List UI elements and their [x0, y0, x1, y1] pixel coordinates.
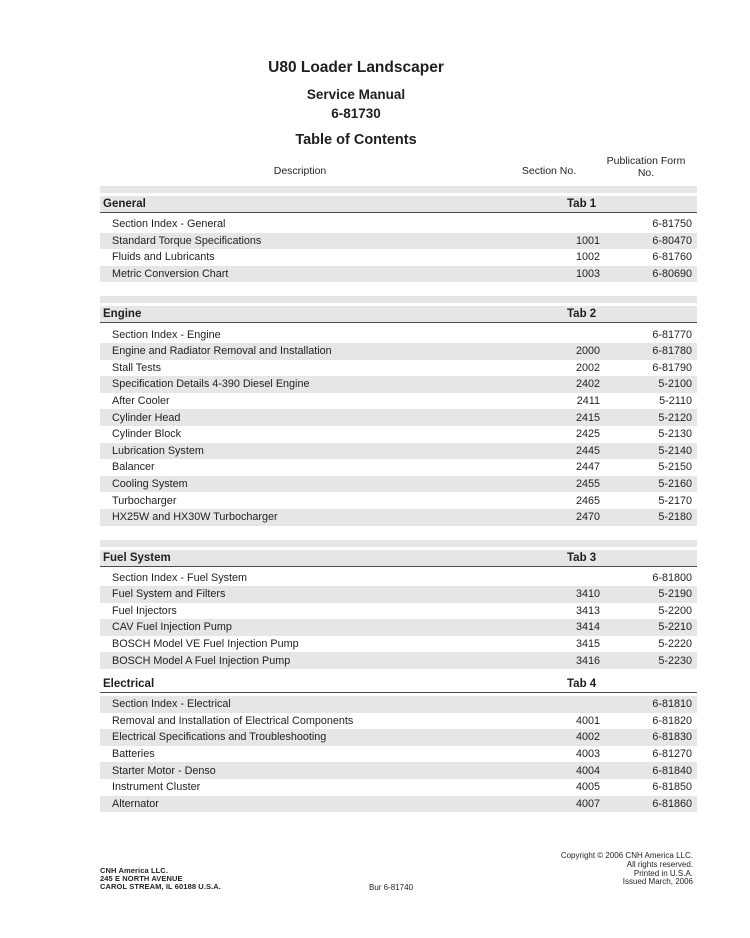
footer-company-line: CNH America LLC. — [100, 866, 169, 875]
table-row — [100, 509, 697, 526]
footer-company-line: CAROL STREAM, IL 60188 U.S.A. — [100, 882, 221, 892]
table-row — [100, 426, 697, 443]
table-row — [100, 326, 697, 343]
row-description: Section Index - Electrical — [112, 698, 231, 711]
row-description: Fuel Injectors — [112, 604, 177, 617]
row-section-no: 2415 — [575, 411, 600, 424]
row-description: Electrical Specifications and Troubleshooting — [112, 731, 327, 744]
row-publication-no: 6-81850 — [652, 781, 692, 794]
row-section-no: 3414 — [575, 621, 600, 634]
section-engine — [100, 296, 697, 525]
section-gap — [100, 526, 697, 540]
row-section-no: 4003 — [575, 748, 600, 761]
row-publication-no: 6-81780 — [652, 345, 692, 358]
column-header-publication-line1: Publication Form — [606, 155, 686, 167]
row-publication-no: 5-2110 — [659, 394, 692, 407]
row-section-no: 2411 — [576, 394, 600, 407]
table-row — [100, 619, 697, 636]
row-publication-no: 6-80690 — [652, 267, 692, 280]
table-row — [100, 586, 697, 603]
row-publication-no: 6-81270 — [652, 748, 692, 761]
table-row — [100, 266, 697, 283]
row-section-no: 4001 — [575, 714, 600, 727]
row-publication-no: 5-2160 — [658, 477, 692, 490]
table-row — [100, 652, 697, 669]
row-section-no: 2002 — [575, 361, 600, 374]
row-publication-no: 5-2210 — [658, 621, 692, 634]
manual-number: 6-81730 — [331, 106, 381, 121]
row-section-no: 4007 — [575, 797, 600, 810]
page-title: U80 Loader Landscaper — [268, 59, 444, 76]
table-row — [100, 796, 697, 813]
table-row — [100, 393, 697, 410]
table-row — [100, 459, 697, 476]
row-publication-no: 6-81800 — [652, 571, 692, 584]
table-row — [100, 249, 697, 266]
row-publication-no: 6-81760 — [652, 251, 692, 264]
row-section-no: 2000 — [575, 345, 600, 358]
row-section-no: 2447 — [575, 461, 600, 474]
table-row — [100, 233, 697, 250]
toc-title: Table of Contents — [295, 132, 417, 148]
row-description: Section Index - Engine — [112, 328, 221, 341]
row-publication-no: 5-2100 — [658, 378, 692, 391]
footer-copyright-block — [561, 852, 693, 887]
table-row — [100, 376, 697, 393]
row-description: After Cooler — [112, 394, 170, 407]
section-tab-label: Tab 3 — [567, 551, 597, 564]
row-publication-no: 5-2130 — [658, 428, 692, 441]
row-publication-no: 5-2140 — [658, 444, 692, 457]
section-top-strip — [100, 540, 697, 547]
row-description: BOSCH Model A Fuel Injection Pump — [112, 654, 291, 667]
row-section-no: 1003 — [575, 267, 600, 280]
row-section-no: 4004 — [575, 764, 600, 777]
row-section-no: 3416 — [575, 654, 600, 667]
row-publication-no: 6-80470 — [652, 234, 692, 247]
row-description: Instrument Cluster — [112, 781, 201, 794]
row-description: Fluids and Lubricants — [112, 251, 215, 264]
section-header-general — [100, 196, 697, 213]
table-row — [100, 746, 697, 763]
row-publication-no: 6-81770 — [652, 328, 692, 341]
row-description: Section Index - Fuel System — [112, 571, 248, 584]
table-row — [100, 636, 697, 653]
section-name: General — [103, 198, 146, 210]
section-header-fuel-system — [100, 550, 697, 567]
footer-copyright-line: Printed in U.S.A. — [633, 868, 693, 878]
row-description: BOSCH Model VE Fuel Injection Pump — [112, 638, 299, 651]
table-row — [100, 729, 697, 746]
table-row — [100, 409, 697, 426]
section-header-electrical — [100, 676, 697, 693]
footer-company-address — [100, 867, 221, 892]
row-section-no: 2465 — [575, 494, 600, 507]
row-section-no: 1001 — [575, 234, 600, 247]
column-header-publication-line2: No. — [637, 166, 655, 179]
row-publication-no: 5-2220 — [658, 638, 692, 651]
row-description: Alternator — [112, 797, 159, 810]
row-section-no: 3415 — [575, 638, 600, 651]
row-section-no: 2445 — [575, 444, 600, 457]
table-row — [100, 713, 697, 730]
footer-copyright-line: Issued March, 2006 — [622, 877, 693, 887]
row-section-no: 4002 — [575, 731, 600, 744]
column-header-publication-form — [586, 156, 706, 179]
row-publication-no: 6-81830 — [652, 731, 692, 744]
row-description: Engine and Radiator Removal and Installation — [112, 345, 332, 358]
row-publication-no: 5-2170 — [658, 494, 692, 507]
section-name: Electrical — [103, 678, 155, 691]
section-gap — [100, 282, 697, 296]
row-publication-no: 6-81820 — [652, 714, 692, 727]
row-description: Cylinder Block — [112, 428, 182, 441]
table-row — [100, 696, 697, 713]
footer-copyright-line: Copyright © 2006 CNH America LLC. — [560, 851, 693, 860]
row-description: Section Index - General — [112, 218, 226, 231]
row-publication-no: 5-2150 — [658, 461, 692, 474]
section-electrical — [100, 676, 697, 812]
row-description: Removal and Installation of Electrical Components — [112, 714, 354, 727]
section-fuel-system — [100, 540, 697, 670]
row-description: Batteries — [112, 748, 155, 761]
table-row — [100, 343, 697, 360]
page-subtitle: Service Manual — [306, 87, 406, 102]
table-row — [100, 476, 697, 493]
row-publication-no: 5-2180 — [658, 511, 692, 524]
footer-form-number: Bur 6-81740 — [369, 883, 414, 892]
section-top-strip — [100, 296, 697, 303]
row-description: Balancer — [112, 461, 155, 474]
table-row — [100, 570, 697, 587]
row-publication-no: 6-81840 — [652, 764, 692, 777]
section-gap — [100, 669, 697, 676]
section-top-strip — [100, 186, 697, 193]
row-section-no: 2402 — [575, 378, 600, 391]
row-description: Starter Motor - Denso — [112, 764, 216, 777]
table-row — [100, 762, 697, 779]
row-description: CAV Fuel Injection Pump — [112, 621, 232, 634]
row-description: Cooling System — [112, 477, 188, 490]
section-tab-label: Tab 2 — [567, 308, 597, 321]
table-row — [100, 492, 697, 509]
row-section-no: 1002 — [575, 251, 600, 264]
row-section-no: 2425 — [575, 428, 600, 441]
row-section-no: 2455 — [575, 477, 600, 490]
section-general — [100, 186, 697, 282]
row-publication-no: 6-81750 — [652, 218, 692, 231]
row-description: Specification Details 4-390 Diesel Engine — [112, 378, 310, 391]
column-header-section-no: Section No. — [521, 165, 577, 177]
row-section-no: 3410 — [575, 588, 600, 601]
footer-copyright-line: All rights reserved. — [626, 859, 693, 869]
row-publication-no: 6-81810 — [652, 698, 692, 711]
table-row — [100, 779, 697, 796]
row-description: HX25W and HX30W Turbocharger — [112, 511, 278, 524]
row-description: Metric Conversion Chart — [112, 267, 229, 280]
footer-company-line: 245 E NORTH AVENUE — [100, 874, 183, 884]
section-header-engine — [100, 306, 697, 323]
section-name: Engine — [103, 308, 142, 321]
table-row — [100, 360, 697, 377]
row-description: Lubrication System — [112, 444, 204, 457]
row-description: Fuel System and Filters — [112, 588, 226, 601]
section-tab-label: Tab 4 — [567, 678, 597, 691]
table-row — [100, 216, 697, 233]
row-section-no: 4005 — [575, 781, 600, 794]
row-description: Stall Tests — [112, 361, 162, 374]
column-header-description: Description — [273, 165, 327, 177]
row-section-no: 2470 — [575, 511, 600, 524]
row-description: Standard Torque Specifications — [112, 234, 262, 247]
row-publication-no: 6-81860 — [652, 797, 692, 810]
section-name: Fuel System — [103, 551, 171, 564]
table-row — [100, 443, 697, 460]
table-row — [100, 603, 697, 620]
row-publication-no: 5-2230 — [658, 654, 692, 667]
section-tab-label: Tab 1 — [567, 198, 597, 210]
row-publication-no: 5-2190 — [658, 588, 692, 601]
toc-table — [100, 186, 697, 812]
row-publication-no: 5-2200 — [658, 604, 692, 617]
row-publication-no: 6-81790 — [652, 361, 692, 374]
row-description: Turbocharger — [112, 494, 177, 507]
row-publication-no: 5-2120 — [658, 411, 692, 424]
row-section-no: 3413 — [575, 604, 600, 617]
row-description: Cylinder Head — [112, 411, 181, 424]
